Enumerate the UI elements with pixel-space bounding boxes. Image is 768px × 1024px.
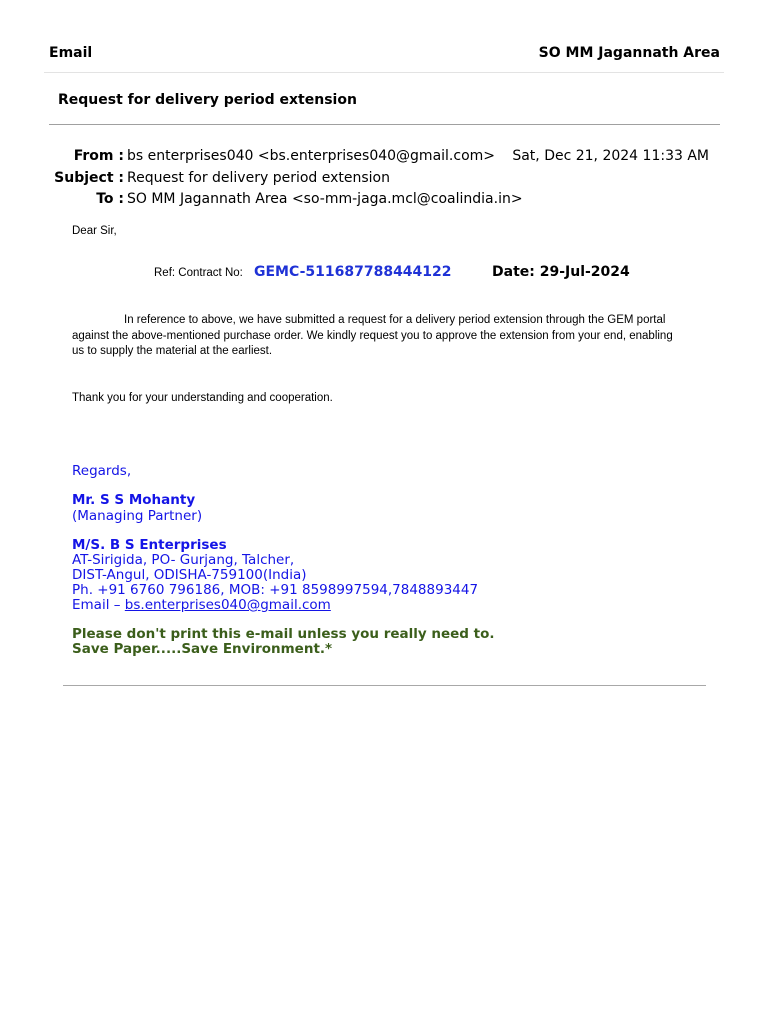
signature-name: Mr. S S Mohanty [72, 492, 196, 508]
reference-label: Ref: Contract No: [154, 267, 243, 279]
to-label: To : [96, 191, 124, 207]
subject-label: Subject : [54, 170, 124, 186]
header-mailbox-name: SO MM Jagannath Area [538, 45, 720, 61]
email-title: Request for delivery period extension [58, 92, 357, 108]
email-prefix: Email – [72, 597, 125, 613]
print-notice: Please don't print this e-mail unless you really need to. [72, 626, 495, 642]
signature-email-link[interactable]: bs.enterprises040@gmail.com [124, 597, 331, 613]
from-label: From : [73, 148, 124, 164]
footer-divider [63, 685, 706, 686]
header-divider [44, 72, 724, 73]
to-value: SO MM Jagannath Area <so-mm-jaga.mcl@coalindia.in> [127, 191, 523, 207]
email-date: Sat, Dec 21, 2024 11:33 AM [512, 148, 709, 164]
subject-value: Request for delivery period extension [127, 170, 390, 186]
body-paragraph: In reference to above, we have submitted a request for a delivery period extension through the GEM portal against the above-mentioned purchase order. We kindly request you to approve the extension from your end, enabling us to supply the material at the earliest. [72, 314, 673, 358]
thanks-line: Thank you for your understanding and cooperation. [72, 392, 333, 404]
save-paper-notice: Save Paper.....Save Environment.* [72, 641, 333, 657]
company-name: M/S. B S Enterprises [72, 537, 227, 553]
address-line-2: DIST-Angul, ODISHA-759100(India) [72, 567, 307, 583]
phone-line: Ph. +91 6760 796186, MOB: +91 8598997594,7848893447 [72, 582, 479, 598]
header-email-label: Email [49, 45, 93, 61]
regards: Regards, [72, 463, 132, 479]
greeting: Dear Sir, [72, 225, 117, 237]
from-value: bs enterprises040 <bs.enterprises040@gmail.com> [127, 148, 496, 164]
signature-role: (Managing Partner) [72, 508, 203, 524]
contract-number-link[interactable]: GEMC-511687788444122 [254, 264, 452, 280]
title-divider [49, 124, 720, 125]
email-line [72, 597, 331, 613]
address-line-1: AT-Sirigida, PO- Gurjang, Talcher, [72, 552, 295, 568]
reference-date: Date: 29-Jul-2024 [492, 264, 630, 280]
